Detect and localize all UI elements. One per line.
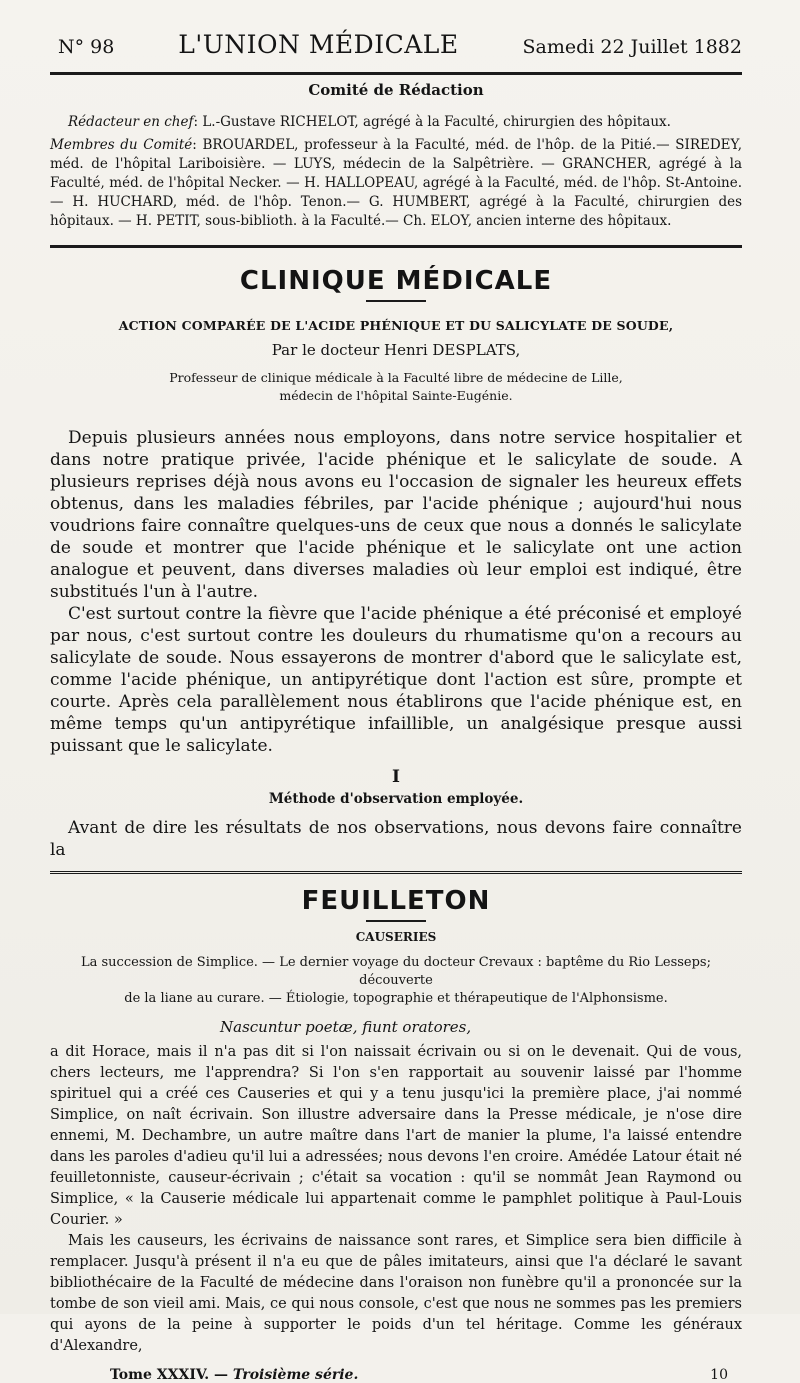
feuilleton-paragraph-2: Mais les causeurs, les écrivains de naissance sont rares, et Simplice sera bien difficile à remplacer. Jusqu'à présent il n'a eu que de pâles imitateurs, ainsi que l'a déclaré le savant bibliothécaire de la Faculté de médecine dans l'oraison non funèbre qu'il a prononcée sur la tombe de son vieil ami. Mais, ce qui nous console, c'est que nous ne sommes pas les premiers qui ayons de la peine à supporter le poids d'un tel héritage. Comme les généraux d'Alexandre, [50,1233,742,1354]
committee-rule [50,245,742,248]
page-footer [110,1367,728,1383]
section-title-feuilleton: FEUILLETON [301,886,491,916]
causeries-heading: CAUSERIES [355,930,437,944]
summary-line-2: de la liane au curare. — Étiologie, topographie et thérapeutique de l'Alphonsisme. [124,991,668,1006]
summary-line-1: La succession de Simplice. — Le dernier voyage du docteur Crevaux : baptême du Rio Lesseps; découverte [81,955,711,988]
series-text: Troisième série. [232,1367,359,1383]
section-title-clinique: CLINIQUE MÉDICALE [239,266,553,296]
running-header [50,30,742,66]
editor-label: Rédacteur en chef [68,114,194,130]
part-numeral: I [392,767,400,787]
feuilleton-short-rule [366,920,426,922]
affiliation-line-1: Professeur de clinique médicale à la Faculté libre de médecine de Lille, [169,370,623,385]
affiliation-line-2: médecin de l'hôpital Sainte-Eugénie. [279,388,513,403]
article-paragraph-1: Depuis plusieurs années nous employons, dans notre service hospitalier et dans notre pratique privée, l'acide phénique et le salicylate de soude. A plusieurs reprises déjà nous avons eu l'occasion de signaler les heureux effets obtenus, dans les maladies fébriles, par l'acide phénique ; aujourd'hui nous voudrions faire connaître quelques-uns de ceux que nous a donnés le salicylate de soude et montrer que l'acide phénique et le salicylate ont une action analogue et peuvent, dans diverses maladies où leur emploi est indiqué, être substitués l'un à l'autre. [50,428,742,602]
article-title: ACTION COMPARÉE DE L'ACIDE PHÉNIQUE ET DU SALICYLATE DE SOUDE, [118,318,674,333]
members-text: : BROUARDEL, professeur à la Faculté, méd. de l'hôp. de la Pitié.— SIREDEY, méd. de l'hôpital Lariboisière. — LUYS, médecin de la Salpêtrière. — GRANCHER, agrégé à la Faculté, méd. de l'hôpital Necker. — H. HALLOPEAU, agrégé à la Faculté, méd. de l'hôp. St-Antoine. — H. HUCHARD, méd. de l'hôp. Tenon.— G. HUMBERT, agrégé à la Faculté, chirurgien des hôpitaux. — H. PETIT, sous-biblioth. à la Faculté.— Ch. ELOY, ancien interne des hôpitaux. [50,137,742,229]
article-paragraph-2: C'est surtout contre la fièvre que l'acide phénique a été préconisé et employé par nous, c'est surtout contre les douleurs du rhumatisme qu'on a recours au salicylate de soude. Nous essayerons de montrer d'abord que le salicylate est, comme l'acide phénique, un antipyrétique dont l'action est sûre, prompte et courte. Après cela parallèlement nous établirons que l'acide phénique est, en même temps qu'un antipyrétique infaillible, un analgésique presque aussi puissant que le salicylate. [50,604,742,756]
header-rule [50,72,742,75]
issue-date: Samedi 22 Juillet 1882 [522,36,742,58]
epigraph: Nascuntur poetæ, fiunt oratores, [220,1018,472,1036]
article-paragraph-3: Avant de dire les résultats de nos observations, nous devons faire connaître la [50,818,742,860]
author-affiliation [50,369,742,405]
method-heading: Méthode d'observation employée. [268,791,524,807]
editor-in-chief [68,113,742,132]
feuilleton-paragraph-1: a dit Horace, mais il n'a pas dit si l'on naissait écrivain ou si on le devenait. Qui de vous, chers lecteurs, me l'apprendra? Si l'on s'en rapportait au souvenir laissé par l'homme spirituel qui a créé ces Causeries et qui y a tenu jusqu'ici la première place, j'ai nommé Simplice, on naît écrivain. Son illustre adversaire dans la Presse médicale, je n'ose dire ennemi, M. Dechambre, un autre maître dans l'art de manier la plume, l'a laissé entendre dans les paroles d'adieu qu'il lui a adressées; nous devons l'en croire. Amédée Latour était né feuilletonniste, causeur-écrivain ; c'était sa vocation : qu'il se nommât Jean Raymond ou Simplice, « la Causerie médicale lui appartenait comme le pamphlet politique à Paul-Louis Courier. » [50,1044,742,1228]
members-label: Membres du Comité [50,137,193,153]
issue-number: N° 98 [58,36,115,58]
editor-text: : L.-Gustave RICHELOT, agrégé à la Faculté, chirurgien des hôpitaux. [193,114,671,130]
feuilleton-summary [50,954,742,1008]
feuilleton-rule [50,871,742,874]
tome-text: Tome XXXIV. — [110,1367,233,1383]
tome-label [110,1367,358,1383]
committee-heading: Comité de Rédaction [308,81,484,99]
committee-members [50,136,742,231]
journal-title: L'UNION MÉDICALE [178,30,459,59]
section-short-rule [366,300,426,302]
article-byline: Par le docteur Henri DESPLATS, [271,341,521,359]
page-number: 10 [710,1367,728,1383]
editorial-committee [50,81,742,231]
